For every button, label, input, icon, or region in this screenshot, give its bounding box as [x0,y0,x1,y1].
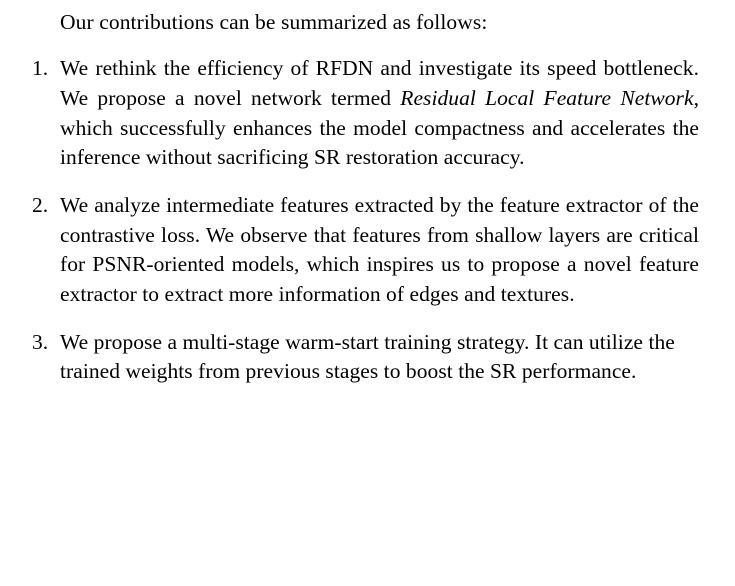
intro-paragraph: Our contributions can be summarized as follows: [60,10,488,34]
list-item-text-2: We analyze intermediate features extracted by the feature extractor of the contrastive loss. We observe that features from shallow layers are critical for PSNR-oriented models, which inspires us to propose a novel feature extractor to extract more information of edges and textures. [60,193,699,306]
list-marker-3: 3. [32,329,49,354]
item-1-text-after-emphasis: , which successfully enhances the model compactness and accelerates the inference without sacrificing SR restoration accuracy. [60,86,699,170]
list-item-text-1 [60,54,699,173]
list-marker-1: 1. [32,56,49,81]
list-item [30,328,699,387]
item-1-emphasized-term: Residual Local Feature Network [400,86,694,111]
item-1-text-before-emphasis: We rethink the efficiency of RFDN and investigate its speed bottleneck. We propose a novel network termed [60,56,699,111]
list-item [30,54,699,173]
list-marker-2: 2. [32,193,49,217]
contributions-list [30,54,699,387]
list-item-text-3: We propose a multi-stage warm-start training strategy. It can utilize the trained weights from previous stages to boost the SR performance. [60,329,675,384]
list-item [30,191,699,310]
